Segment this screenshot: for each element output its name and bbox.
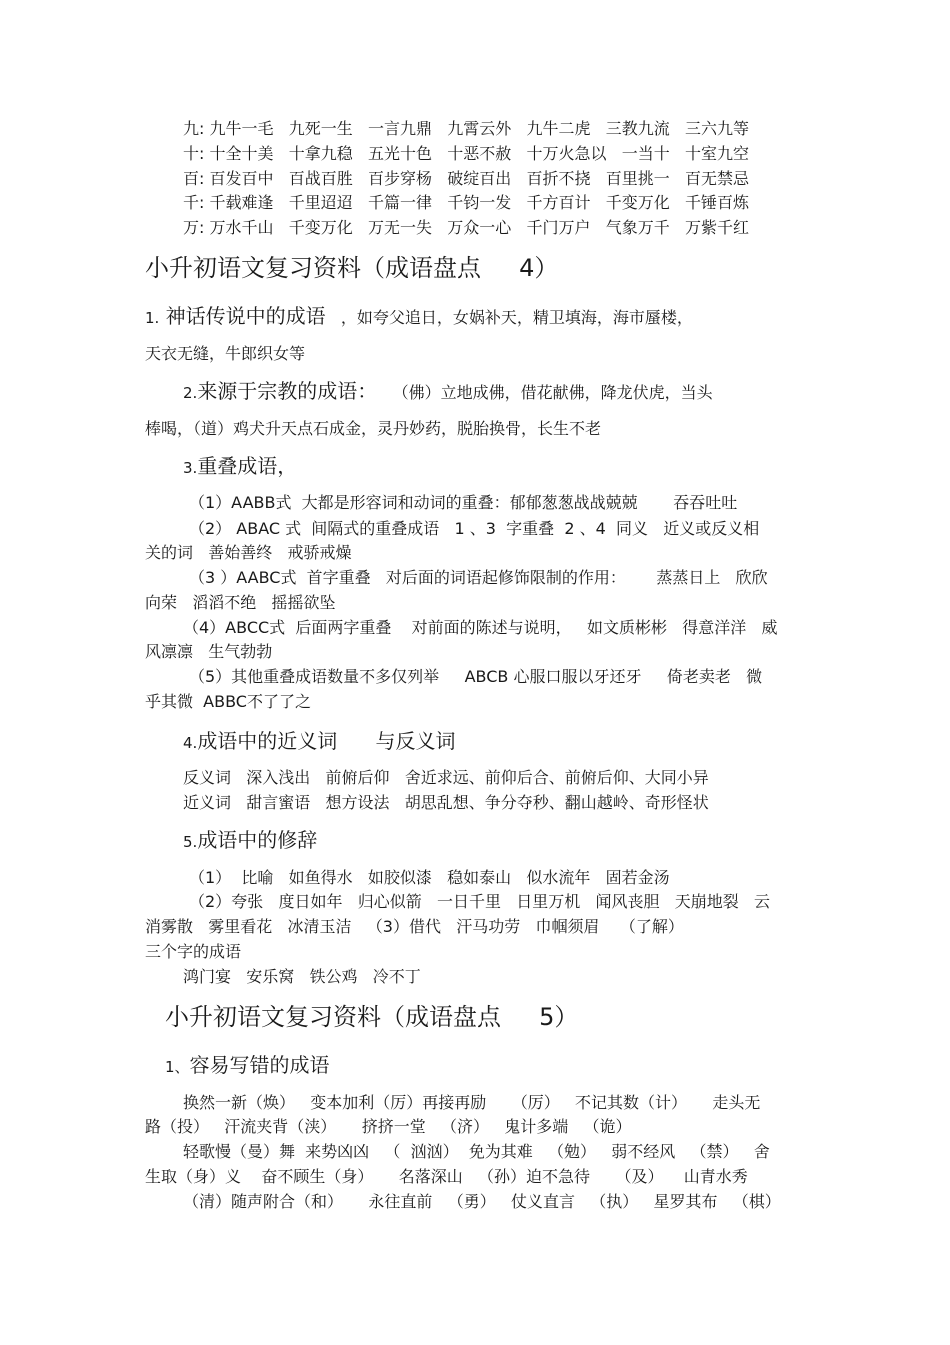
list-line-thousand: 千: 千载难逢 千里迢迢 千篇一律 千钧一发 千方百计 千变万化 千锤百炼	[183, 193, 750, 212]
s4-item5	[183, 829, 317, 853]
s4-antonyms: 反义词 深入浅出 前俯后仰 舍近求远、前仰后合、前俯后仰、大同小异	[183, 768, 709, 787]
s4-three-char: 鸿门宴 安乐窝 铁公鸡 冷不丁	[183, 967, 421, 986]
list-line-ten-thousand: 万: 万水千山 千变万化 万无一失 万众一心 千门万户 气象万千 万紫千红	[183, 218, 750, 237]
s5-item1	[165, 1054, 330, 1078]
s4-item2-text: （佛）立地成佛，借花献佛，降龙伏虎，当头	[377, 383, 713, 402]
s4-item3	[183, 455, 297, 479]
s4-sub5b: 乎其微 ABBC不了了之	[145, 692, 311, 711]
s4-item1-text2: 天衣无缝，牛郎织女等	[145, 344, 306, 363]
s4-rhetoric-2b: 消雾散 雾里看花 冰清玉洁 （3）借代 汗马功劳 巾帼须眉 （了解）	[145, 917, 684, 936]
s4-sub4: （4）ABCC式 后面两字重叠 对前面的陈述与说明， 如文质彬彬 得意洋洋 威	[183, 618, 778, 637]
section5-title: 小升初语文复习资料（成语盘点 5）	[165, 1003, 579, 1031]
s4-synonyms: 近义词 甜言蜜语 想方设法 胡思乱想、争分夺秒、翻山越岭、奇形怪状	[183, 793, 709, 812]
s4-sub4b: 风凛凛 生气勃勃	[145, 642, 273, 661]
list-line-hundred: 百: 百发百中 百战百胜 百步穿杨 破绽百出 百折不挠 百里挑一 百无禁忌	[183, 169, 750, 188]
s4-item5-head: 成语中的修辞	[197, 828, 318, 852]
s5-line3: （清）随声附合（和） 永往直前 （勇） 仗义直言 （执） 星罗其布 （棋）	[183, 1192, 781, 1211]
s5-item1-num: 1、	[165, 1058, 190, 1076]
list-line-ten: 十: 十全十美 十拿九稳 五光十色 十恶不赦 十万火急以 一当十 十室九空	[183, 144, 750, 163]
s4-item1-text: ，如夸父追日，女娲补天，精卫填海，海市蜃楼，	[325, 308, 693, 327]
s4-item2	[183, 380, 713, 404]
s4-item3-num: 3.	[183, 459, 198, 477]
s4-item3-head: 重叠成语，	[197, 454, 298, 478]
s4-item2-head: 来源于宗教的成语：	[197, 379, 378, 403]
s4-item4	[183, 730, 455, 754]
s5-line2: 轻歌慢（曼）舞 来势凶凶 （ 汹汹） 免为其难 （勉） 弱不经风 （禁） 舍	[183, 1142, 770, 1161]
s4-item4-head: 成语中的近义词 与反义词	[197, 729, 456, 753]
s4-three-char-head: 三个字的成语	[145, 942, 242, 961]
s4-sub2b: 关的词 善始善终 戒骄戒燥	[145, 543, 352, 562]
s5-line1: 换然一新（焕） 变本加利（厉）再接再励 （厉） 不记其数（计） 走头无	[183, 1093, 761, 1112]
s4-item1	[145, 305, 693, 329]
s4-rhetoric-2: （2）夸张 度日如年 归心似箭 一日千里 日里万机 闻风丧胆 天崩地裂 云	[189, 892, 770, 911]
s5-line1b: 路（投） 汗流夹背（浃） 挤挤一堂 （济） 鬼计多端 （诡）	[145, 1117, 632, 1136]
s4-sub3: （3 ）AABC式 首字重叠 对后面的词语起修饰限制的作用： 蒸蒸日上 欣欣	[189, 568, 768, 587]
s4-item2-num: 2.	[183, 384, 198, 402]
s4-rhetoric-1: （1） 比喻 如鱼得水 如胶似漆 稳如泰山 似水流年 固若金汤	[189, 868, 670, 887]
s4-item1-num: 1.	[145, 309, 160, 327]
s4-sub1: （1）AABB式 大都是形容词和动词的重叠：郁郁葱葱战战兢兢 吞吞吐吐	[189, 493, 738, 512]
s4-item2-text2: 棒喝，（道）鸡犬升天点石成金，灵丹妙药，脱胎换骨，长生不老	[145, 419, 602, 438]
s5-line2b: 生取（身）义 奋不顾生（身） 名落深山 （孙）迫不急待 （及） 山青水秀	[145, 1167, 748, 1186]
list-line-nine: 九: 九牛一毛 九死一生 一言九鼎 九霄云外 九牛二虎 三教九流 三六九等	[183, 119, 750, 138]
section4-title: 小升初语文复习资料（成语盘点 4）	[145, 254, 559, 282]
s5-item1-head: 容易写错的成语	[189, 1053, 330, 1077]
s4-sub5: （5）其他重叠成语数量不多仅列举 ABCB 心服口服以牙还牙 倚老卖老 微	[189, 667, 763, 686]
s4-item4-num: 4.	[183, 734, 198, 752]
s4-sub2: （2） ABAC 式 间隔式的重叠成语 1 、3 字重叠 2 、4 同义 近义或反义相	[189, 519, 760, 538]
s4-item5-num: 5.	[183, 833, 198, 851]
s4-sub3b: 向荣 滔滔不绝 摇摇欲坠	[145, 593, 336, 612]
s4-item1-head: 神话传说中的成语	[159, 304, 326, 328]
